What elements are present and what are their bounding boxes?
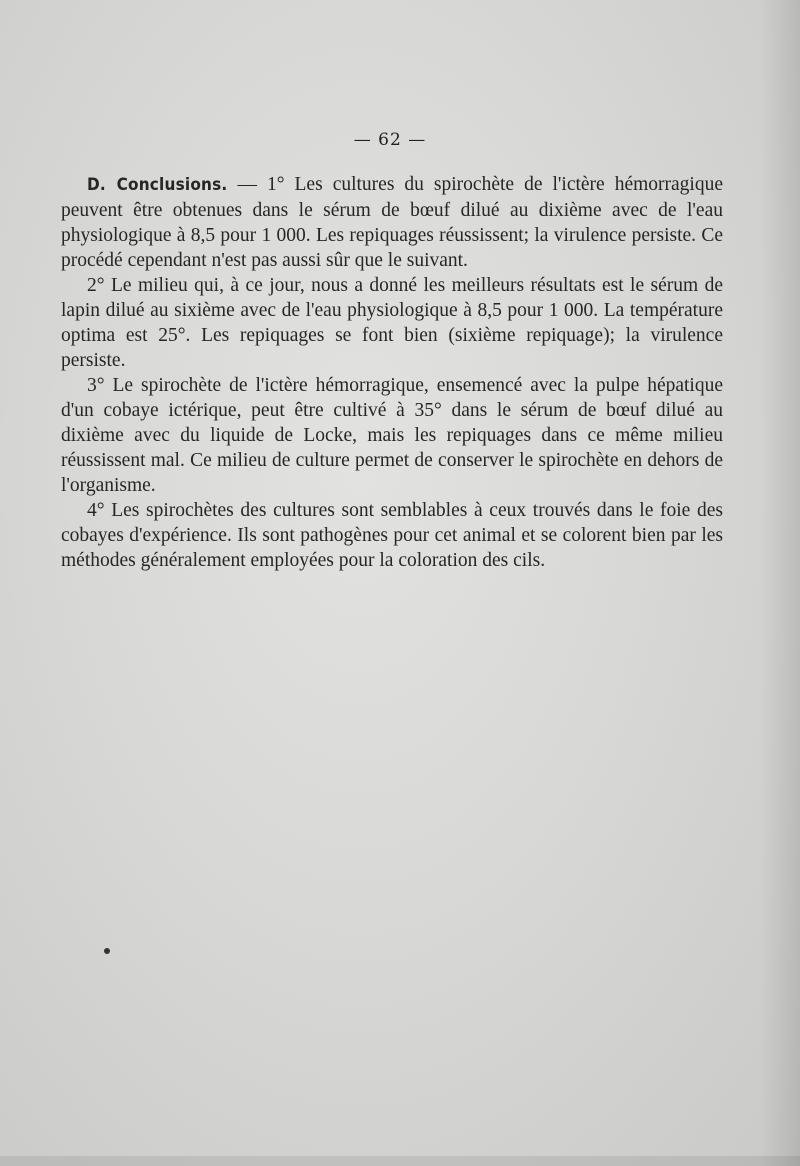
conclusions-section: [61, 172, 723, 573]
page-shadow-right: [760, 0, 800, 1166]
section-heading: D. Conclusions.: [87, 175, 228, 195]
paragraph-2: 2° Le milieu qui, à ce jour, nous a donné les meilleurs résultats est le sérum de lapin dilué au sixième avec de l'eau physiologique à 8,5 pour 1 000. La température optima est 25°. Les repiquages se font bien (sixième repiquage); la virulence persiste.: [61, 275, 723, 371]
page-number: — 62 —: [353, 130, 427, 150]
paragraph-3: 3° Le spirochète de l'ictère hémorragique, ensemencé avec la pulpe hépatique d'un cobaye ictérique, peut être cultivé à 35° dans le sérum de bœuf dilué au dixième avec du liquide de Locke, mais les repiquages dans ce même milieu réussissent mal. Ce milieu de culture permet de conserver le spirochète en dehors de l'organisme.: [61, 375, 723, 496]
ink-speck: [104, 948, 110, 954]
paragraph-1-text: — 1° Les cultures du spirochète de l'ictère hémorragique peuvent être obtenues dans le sérum de bœuf dilué au dixième avec de l'eau physiologique à 8,5 pour 1 000. Les repiquages réussissent; la virulence persiste. Ce procédé cependant n'est pas aussi sûr que le suivant.: [61, 174, 724, 271]
paragraph-1: [61, 172, 723, 273]
paragraph-4: 4° Les spirochètes des cultures sont semblables à ceux trouvés dans le foie des cobayes d'expérience. Ils sont pathogènes pour cet animal et se colorent bien par les méthodes généralement employées pour la coloration des cils.: [61, 500, 723, 571]
page-shadow-bottom: [0, 1156, 800, 1166]
